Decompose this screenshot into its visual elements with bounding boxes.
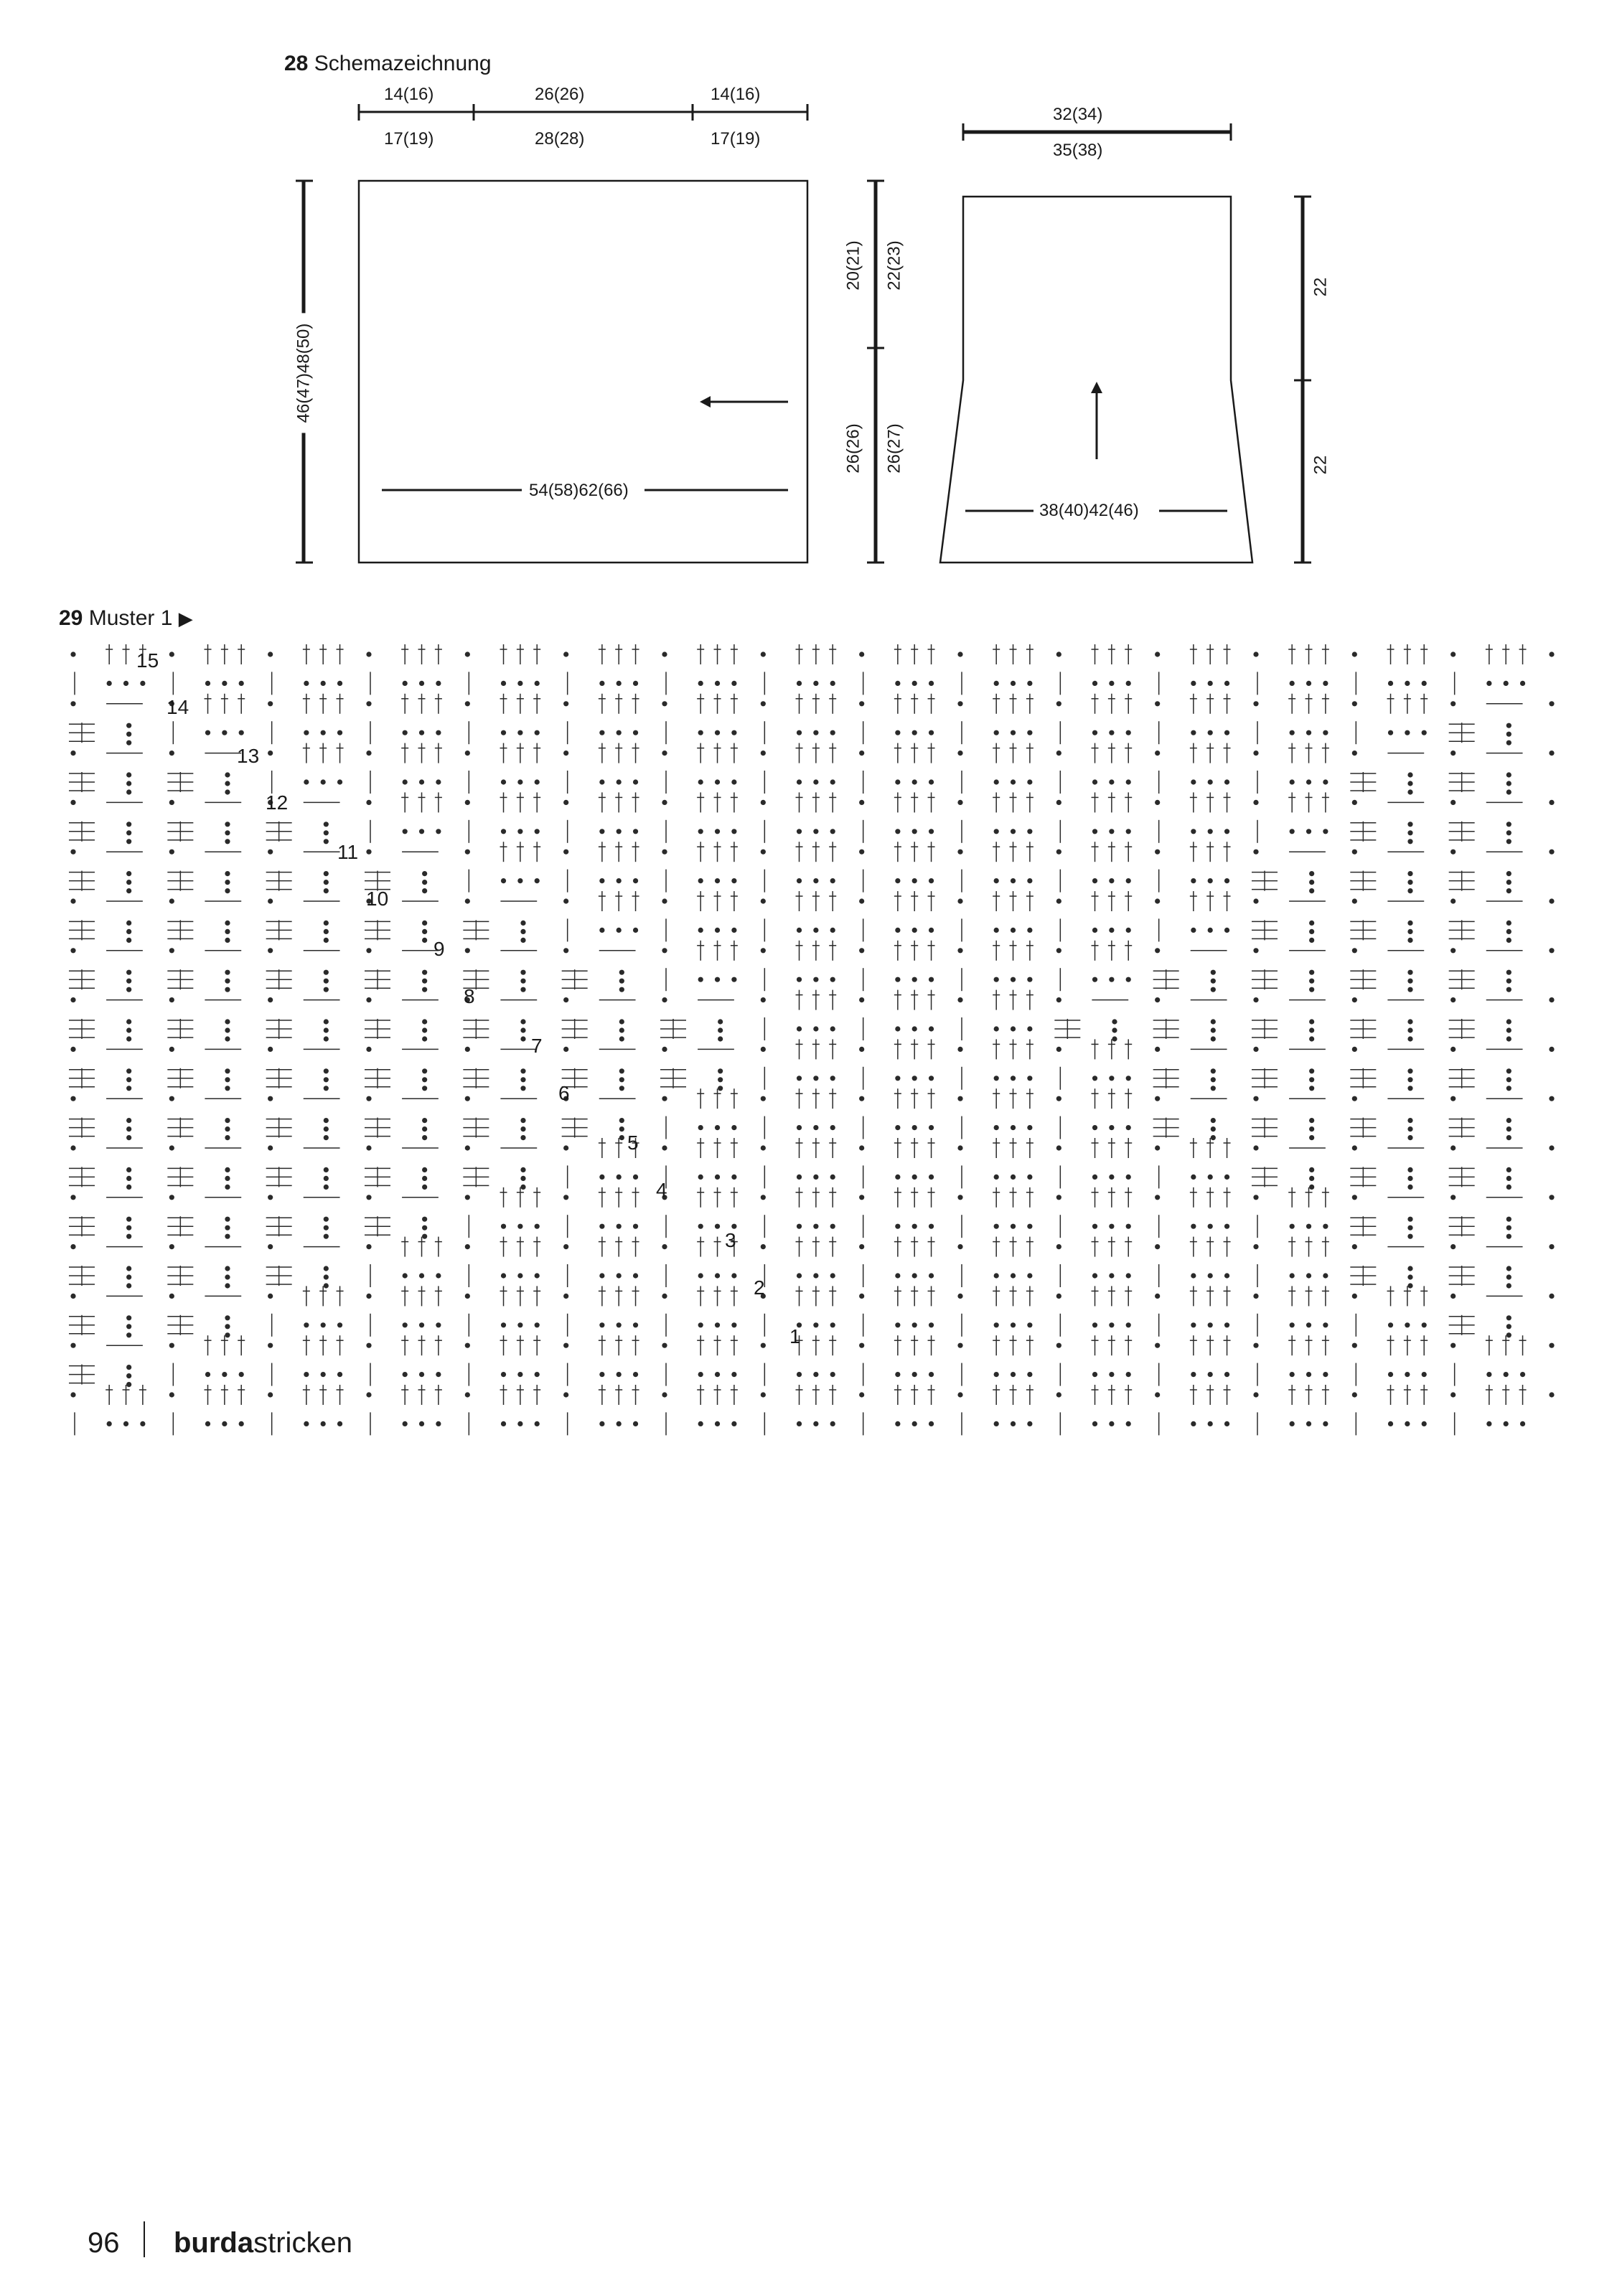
body-width-lower-3: 17(19) — [711, 129, 761, 149]
footer-brand — [174, 2227, 352, 2259]
chart-row-number: 3 — [725, 1229, 736, 1251]
sleeve-height-lower: 22 — [1310, 455, 1330, 475]
chart-row-number: 12 — [266, 791, 289, 814]
sleeve-top-lower: 35(38) — [1053, 141, 1103, 160]
chart-row-number: 8 — [464, 985, 475, 1007]
chart-number: 29 — [59, 606, 83, 630]
sleeve-top-upper: 32(34) — [1053, 105, 1103, 124]
page-number: 96 — [88, 2227, 120, 2259]
chart-row-number: 5 — [627, 1131, 639, 1154]
body-right-lower-b: 26(27) — [885, 423, 904, 474]
body-width-upper-3: 14(16) — [711, 85, 761, 104]
body-width-lower-1: 17(19) — [384, 129, 434, 149]
body-width-upper-1: 14(16) — [384, 85, 434, 104]
chart-row-number: 7 — [531, 1035, 543, 1057]
schematic-title-text: Schemazeichnung — [314, 52, 492, 75]
sleeve-height-upper: 22 — [1310, 277, 1330, 297]
chart-title-text: Muster 1 — [88, 606, 173, 630]
chart-row-number: 9 — [433, 938, 445, 960]
chart-row-number: 14 — [167, 696, 189, 718]
body-right-lower-a: 26(26) — [844, 423, 863, 474]
chart-row-number: 6 — [558, 1082, 570, 1104]
body-height-label: 46(47)48(50) — [294, 314, 314, 433]
chart-row-number: 10 — [366, 888, 389, 910]
chart-row-number: 13 — [237, 745, 260, 767]
brand-bold: burda — [174, 2227, 254, 2259]
chart-row-number: 4 — [656, 1179, 667, 1201]
chart-row-number: 11 — [337, 841, 359, 863]
body-width-upper-2: 26(26) — [535, 85, 585, 104]
body-right-upper-a: 20(21) — [844, 240, 863, 291]
footer-divider — [144, 2221, 145, 2257]
chart-row-number: 15 — [136, 649, 159, 672]
triangle-right-icon: ▶ — [178, 608, 193, 629]
body-width-lower-2: 28(28) — [535, 129, 585, 149]
schematic-number: 28 — [284, 52, 309, 75]
chart-row-number: 2 — [754, 1276, 765, 1299]
chart-row-number: 1 — [789, 1325, 801, 1347]
body-inner-width-label: 54(58)62(66) — [529, 481, 629, 500]
brand-rest: stricken — [253, 2227, 352, 2259]
body-right-upper-b: 22(23) — [885, 240, 904, 291]
sleeve-bottom-width: 38(40)42(46) — [1039, 501, 1139, 520]
